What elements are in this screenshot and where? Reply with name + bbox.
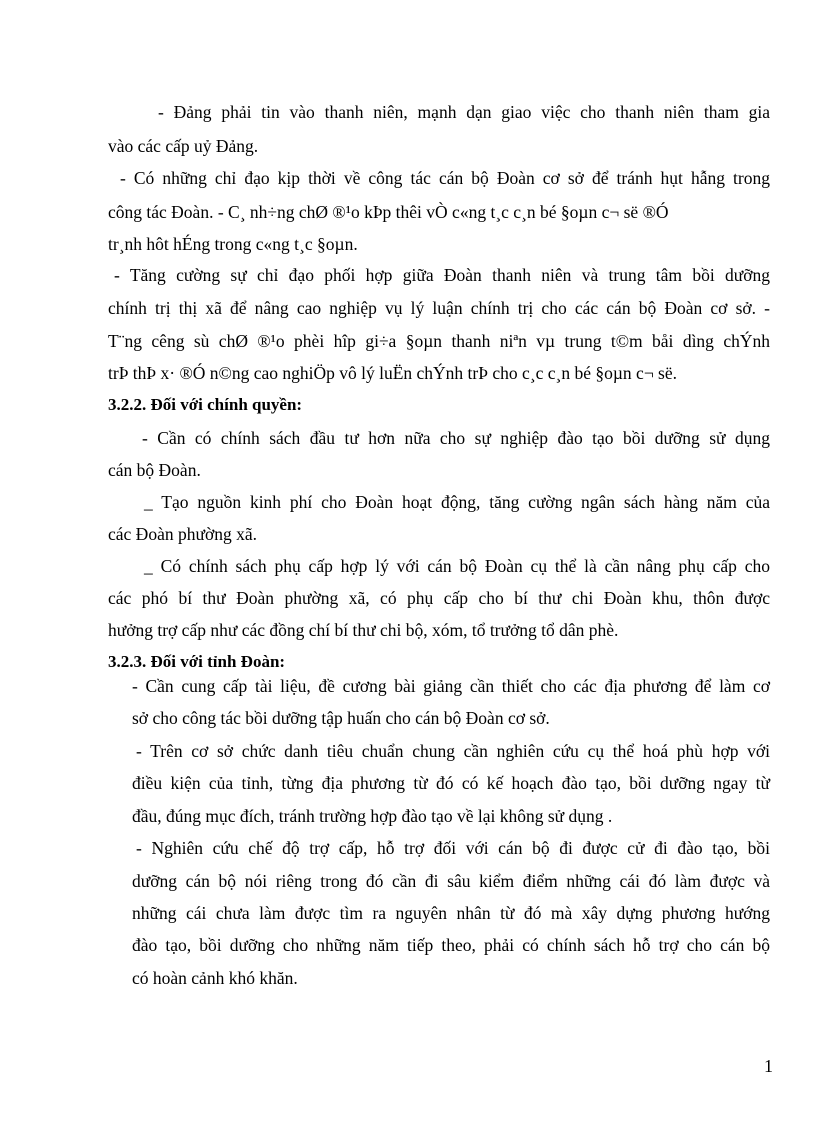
section-heading: 3.2.2. Đối với chính quyền: bbox=[108, 395, 303, 414]
text-line: sở cho công tác bồi dưỡng tập huấn cho cán bộ Đoàn cơ sở. bbox=[132, 708, 550, 728]
text-line: dưỡng cán bộ nói riêng trong đó cần đi sâu kiểm điểm những cái đó làm được và bbox=[132, 871, 770, 891]
text-line: có hoàn cảnh khó khăn. bbox=[132, 968, 298, 988]
text-line: - Nghiên cứu chế độ trợ cấp, hỗ trợ đối với cán bộ đi được cử đi đào tạo, bồi bbox=[136, 838, 770, 858]
text-line: điều kiện của tỉnh, từng địa phương từ đó có kế hoạch đào tạo, bồi dưỡng ngay từ bbox=[132, 773, 770, 793]
text-line: vào các cấp uỷ Đảng. bbox=[108, 136, 259, 156]
text-line: _ Có chính sách phụ cấp hợp lý với cán bộ Đoàn cụ thể là cần nâng phụ cấp cho bbox=[144, 556, 770, 576]
text-line: cán bộ Đoàn. bbox=[108, 460, 201, 480]
text-line: - Tăng cường sự chỉ đạo phối hợp giữa Đoàn thanh niên và trung tâm bồi dưỡng bbox=[114, 265, 770, 285]
text-line: T¨ng cêng sù chØ ®¹o phèi hîp gi÷a §oµn thanh niªn vµ trung t©m båi dìng chÝnh bbox=[108, 331, 770, 351]
text-line: trÞ thÞ x· ®Ó n©ng cao nghiÖp vô lý luËn chÝnh trÞ cho c¸c c¸n bé §oµn c¬ së. bbox=[108, 363, 678, 383]
text-line: đào tạo, bồi dưỡng cho những năm tiếp theo, phải có chính sách hỗ trợ cho cán bộ bbox=[132, 935, 770, 955]
section-heading: 3.2.3. Đối với tỉnh Đoàn: bbox=[108, 652, 286, 671]
text-line: các phó bí thư Đoàn phường xã, có phụ cấp cho bí thư chi Đoàn khu, thôn được bbox=[108, 588, 770, 608]
text-line: tr¸nh hôt hÉng trong c«ng t¸c §oµn. bbox=[108, 234, 358, 254]
text-line: _ Tạo nguồn kinh phí cho Đoàn hoạt động, tăng cường ngân sách hàng năm của bbox=[144, 492, 770, 512]
text-line: hưởng trợ cấp như các đồng chí bí thư chi bộ, xóm, tổ trưởng tổ dân phè. bbox=[108, 620, 619, 640]
text-line: công tác Đoàn. - C¸ nh÷ng chØ ®¹o kÞp thêi vÒ c«ng t¸c c¸n bé §oµn c¬ së ®Ó bbox=[108, 202, 669, 222]
text-line: - Cần cung cấp tài liệu, đề cương bài giảng cần thiết cho các địa phương để làm cơ bbox=[132, 676, 770, 696]
text-line: chính trị thị xã để nâng cao nghiệp vụ lý luận chính trị cho các cán bộ Đoàn cơ sở. - bbox=[108, 298, 770, 318]
text-line: - Cần có chính sách đầu tư hơn nữa cho sự nghiệp đào tạo bồi dưỡng sử dụng bbox=[142, 428, 770, 448]
text-line: các Đoàn phường xã. bbox=[108, 524, 257, 544]
text-line: - Trên cơ sở chức danh tiêu chuẩn chung cần nghiên cứu cụ thể hoá phù hợp với bbox=[136, 741, 770, 761]
text-line: đầu, đúng mục đích, tránh trường hợp đào tạo về lại không sử dụng . bbox=[132, 806, 613, 826]
page-number: 1 bbox=[764, 1056, 773, 1076]
text-line: - Đảng phải tin vào thanh niên, mạnh dạn giao việc cho thanh niên tham gia bbox=[158, 102, 770, 122]
text-line: những cái chưa làm được tìm ra nguyên nhân từ đó mà xây dựng phương hướng bbox=[132, 903, 770, 923]
text-line: - Có những chỉ đạo kịp thời về công tác cán bộ Đoàn cơ sở để tránh hụt hẫng trong bbox=[120, 168, 770, 188]
